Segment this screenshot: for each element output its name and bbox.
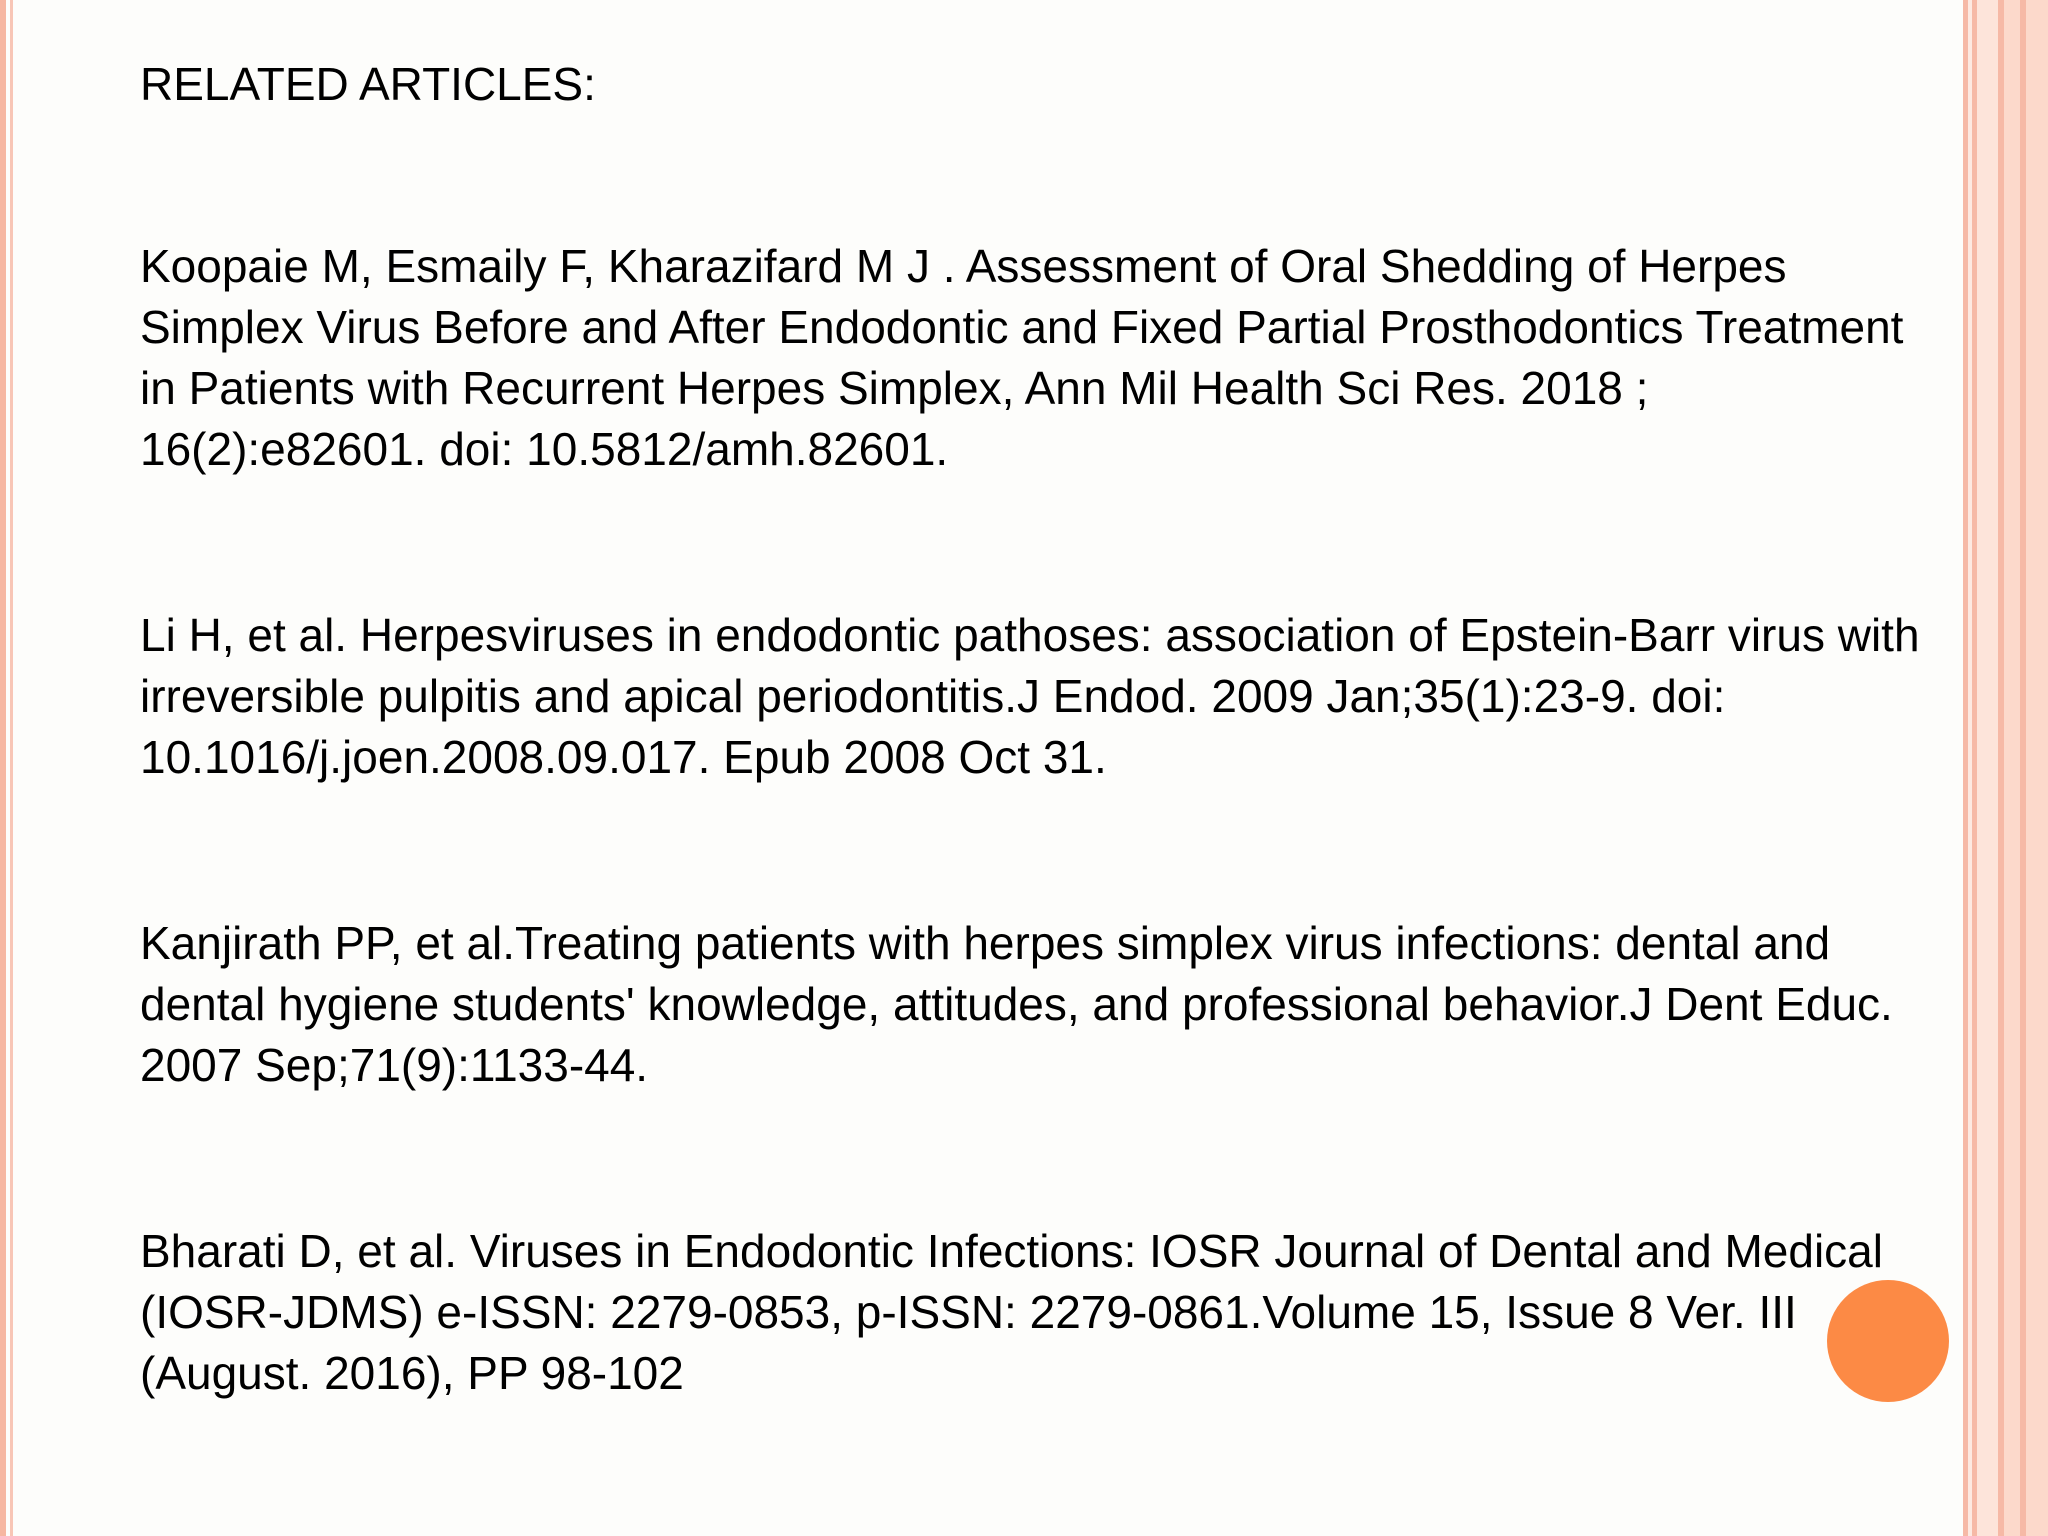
reference-item: Kanjirath PP, et al.Treating patients with herpes simplex virus infections: dental and dental hygiene students' knowledge, attitudes, and professional behavior.J Dent Educ. 2007 Sep;71(9):1133-44.: [140, 917, 1893, 1091]
reference-item: Li H, et al. Herpesviruses in endodontic pathoses: association of Epstein-Barr virus with irreversible pulpitis and apical periodontitis.J Endod. 2009 Jan;35(1):23-9. doi: 10.1016/j.joen.2008.09.017. Epub 2008 Oct 31.: [140, 609, 1920, 783]
right-border-band-outer: [2004, 0, 2048, 1536]
reference-list: [140, 236, 1940, 1404]
right-border-band: [1977, 0, 1998, 1536]
left-border-stripe-inner: [10, 0, 13, 1536]
reference-item: Koopaie M, Esmaily F, Kharazifard M J . Assessment of Oral Shedding of Herpes Simplex Virus Before and After Endodontic and Fixed Partial Prosthodontics Treatment in Patients with Recurrent Herpes Simplex, Ann Mil Health Sci Res. 2018 ; 16(2):e82601. doi: 10.5812/amh.82601.: [140, 240, 1904, 475]
decorative-circle-icon: [1827, 1280, 1949, 1402]
left-border-stripe: [0, 0, 6, 1536]
reference-item: Bharati D, et al. Viruses in Endodontic Infections: IOSR Journal of Dental and Medical (IOSR-JDMS) e-ISSN: 2279-0853, p-ISSN: 2279-0861.Volume 15, Issue 8 Ver. III (August. 2016), PP 98-102: [140, 1225, 1883, 1399]
slide-heading: RELATED ARTICLES:: [140, 58, 596, 110]
right-border-stripe: [2020, 0, 2026, 1536]
slide-content: [140, 54, 1940, 1404]
